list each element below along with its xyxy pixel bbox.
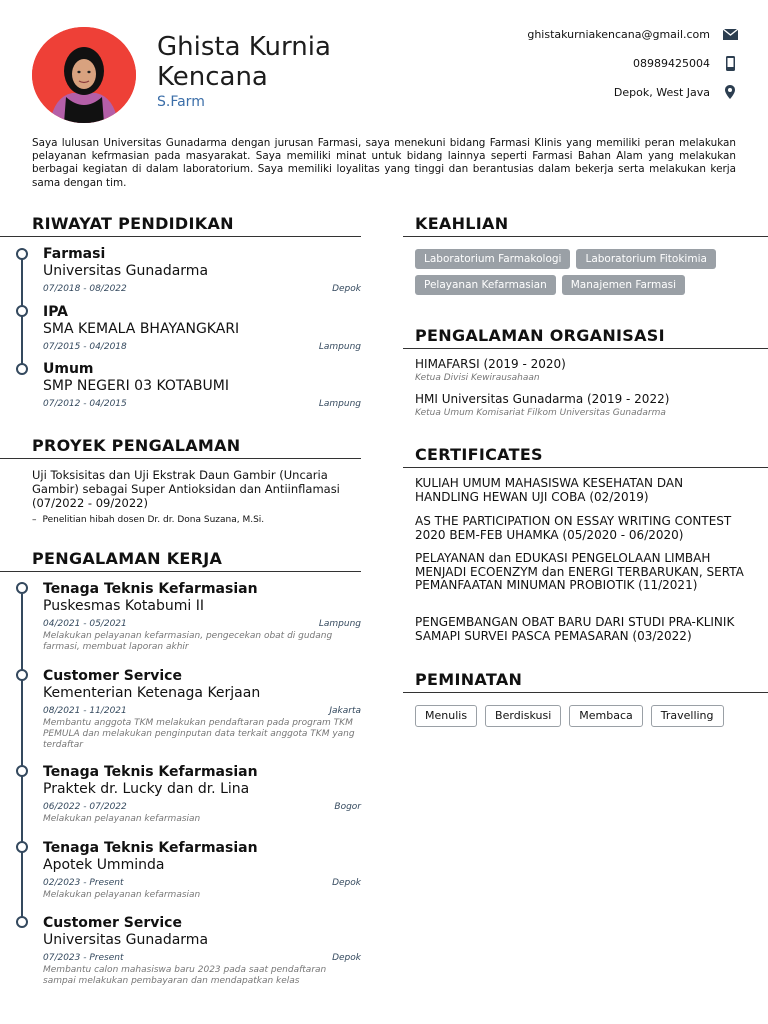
- certificates-heading: CERTIFICATES: [415, 445, 543, 464]
- candidate-name: Ghista Kurnia Kencana: [157, 32, 331, 92]
- interest-tag: Membaca: [569, 705, 643, 727]
- interest-tag: Berdiskusi: [485, 705, 561, 727]
- work-organization: Kementerian Ketenaga Kerjaan: [43, 685, 261, 701]
- organization-entry: [415, 392, 745, 419]
- organization-title: HMI Universitas Gunadarma (2019 - 2022): [415, 392, 670, 406]
- timeline-dot: [16, 841, 28, 853]
- profile-summary: Saya lulusan Universitas Gunadarma dengan jurusan Farmasi, saya menekuni bidang Farmasi Klinis yang memiliki peran melakukan pelayanan kefrmasian pada masyarakat. Saya memiliki minat untuk bidang lainnya seperti Farmasi Bahan Alam yang melakukan berbagai kegiatan di dalam laboratorium. Saya memiliki loyalitas yang tinggi dan berantusias dalam bekerja serta melakukan kerja sama dengan tim.: [32, 137, 736, 189]
- work-role: Tenaga Teknis Kefarmasian: [43, 764, 258, 780]
- education-school: Universitas Gunadarma: [43, 263, 209, 279]
- phone-text[interactable]: 08989425004: [633, 56, 710, 70]
- interests-divider: [403, 692, 768, 693]
- education-entry: [43, 304, 361, 354]
- education-place: Depok: [332, 284, 361, 294]
- work-dates: 06/2022 - 07/2022: [43, 802, 127, 812]
- organization-title: HIMAFARSI (2019 - 2020): [415, 357, 566, 371]
- education-school: SMP NEGERI 03 KOTABUMI: [43, 378, 229, 394]
- skill-tag: Laboratorium Fitokimia: [576, 249, 715, 269]
- skill-tag: Manajemen Farmasi: [562, 275, 685, 295]
- email-text[interactable]: ghistakurniakencana@gmail.com: [527, 27, 710, 41]
- contact-location-row: [408, 83, 738, 101]
- certificate-item: PELAYANAN dan EDUKASI PENGELOLAAN LIMBAH MENJADI ECOENZYM dan ENERGI TERBARUKAN, SERTA PEMANFAATAN MINUMAN PROBIOTIK (11/2021): [415, 551, 744, 593]
- work-description: Melakukan pelayanan kefarmasian: [43, 890, 201, 900]
- skill-tag: Laboratorium Farmakologi: [415, 249, 570, 269]
- work-entry: [43, 915, 361, 987]
- timeline-dot: [16, 765, 28, 777]
- work-organization: Apotek Umminda: [43, 857, 165, 873]
- work-entry: [43, 764, 361, 825]
- organization-role: Ketua Umum Komisariat Filkom Universitas Gunadarma: [415, 408, 666, 418]
- envelope-icon: [722, 29, 738, 40]
- education-heading: RIWAYAT PENDIDIKAN: [32, 214, 234, 233]
- education-dates: 07/2018 - 08/2022: [43, 284, 127, 294]
- work-place: Depok: [332, 878, 361, 888]
- work-dates: 07/2023 - Present: [43, 953, 124, 963]
- certificate-item: KULIAH UMUM MAHASISWA KESEHATAN DAN HANDLING HEWAN UJI COBA (02/2019): [415, 476, 684, 504]
- skills-list: [415, 249, 745, 295]
- education-field: IPA: [43, 304, 69, 320]
- timeline-dot: [16, 582, 28, 594]
- contact-phone-row[interactable]: [408, 54, 738, 72]
- work-entry: [43, 668, 361, 751]
- projects-divider: [0, 458, 361, 459]
- contact-email-row[interactable]: [408, 25, 738, 43]
- skill-tag: Pelayanan Kefarmasian: [415, 275, 556, 295]
- work-entry: [43, 840, 361, 901]
- work-description: Membantu calon mahasiswa baru 2023 pada saat pendaftaran sampai melakukan pembayaran dan mendapatkan kelas: [43, 965, 327, 986]
- work-description: Melakukan pelayanan kefarmasian: [43, 814, 201, 824]
- organizations-heading: PENGALAMAN ORGANISASI: [415, 326, 665, 345]
- work-divider: [0, 571, 361, 572]
- profile-photo: [32, 27, 136, 123]
- work-description: Melakukan pelayanan kefarmasian, pengecekan obat di gudang farmasi, membuat laporan akhir: [43, 631, 333, 652]
- map-pin-icon: [722, 85, 738, 99]
- education-place: Lampung: [318, 342, 361, 352]
- timeline-dot: [16, 669, 28, 681]
- interest-tag: Travelling: [651, 705, 724, 727]
- bullet-icon: –: [32, 515, 37, 525]
- work-dates: 08/2021 - 11/2021: [43, 706, 127, 716]
- organization-entry: [415, 357, 745, 384]
- work-place: Lampung: [318, 619, 361, 629]
- certificate-item: PENGEMBANGAN OBAT BARU DARI STUDI PRA-KLINIK SAMAPI SURVEI PASCA PEMASARAN (03/2022): [415, 615, 735, 643]
- interests-list: [415, 705, 724, 727]
- education-dates: 07/2015 - 04/2018: [43, 342, 127, 352]
- skills-divider: [403, 236, 768, 237]
- work-place: Bogor: [334, 802, 361, 812]
- work-place: Jakarta: [329, 706, 361, 716]
- interest-tag: Menulis: [415, 705, 477, 727]
- projects-heading: PROYEK PENGALAMAN: [32, 436, 241, 455]
- timeline-dot: [16, 916, 28, 928]
- work-entry: [43, 581, 361, 653]
- interests-heading: PEMINATAN: [415, 670, 523, 689]
- education-entry: [43, 246, 361, 296]
- education-divider: [0, 236, 361, 237]
- organization-role: Ketua Divisi Kewirausahaan: [415, 373, 540, 383]
- work-timeline: [21, 594, 23, 924]
- person-portrait-icon: [32, 27, 136, 123]
- work-dates: 02/2023 - Present: [43, 878, 124, 888]
- work-heading: PENGALAMAN KERJA: [32, 549, 223, 568]
- timeline-dot: [16, 305, 28, 317]
- skills-heading: KEAHLIAN: [415, 214, 509, 233]
- degree-title: S.Farm: [157, 94, 205, 110]
- work-role: Tenaga Teknis Kefarmasian: [43, 581, 258, 597]
- phone-icon: [722, 56, 738, 71]
- work-description: Membantu anggota TKM melakukan pendaftaran pada program TKM PEMULA dan melakukan penginputan data terkait anggota TKM yang terdaftar: [43, 718, 355, 750]
- education-dates: 07/2012 - 04/2015: [43, 399, 127, 409]
- education-place: Lampung: [318, 399, 361, 409]
- work-role: Tenaga Teknis Kefarmasian: [43, 840, 258, 856]
- certificates-divider: [403, 467, 768, 468]
- timeline-dot: [16, 248, 28, 260]
- work-role: Customer Service: [43, 915, 182, 931]
- work-place: Depok: [332, 953, 361, 963]
- work-role: Customer Service: [43, 668, 182, 684]
- project-title: Uji Toksisitas dan Uji Ekstrak Daun Gambir (Uncaria Gambir) sebagai Super Antioksidan dan Antiinflamasi (07/2022 - 09/2022): [32, 468, 340, 510]
- work-organization: Universitas Gunadarma: [43, 932, 209, 948]
- project-entry: [32, 468, 352, 527]
- project-note: Penelitian hibah dosen Dr. dr. Dona Suzana, M.Si.: [42, 515, 265, 525]
- timeline-dot: [16, 363, 28, 375]
- education-field: Farmasi: [43, 246, 106, 262]
- education-entry: [43, 361, 361, 411]
- education-school: SMA KEMALA BHAYANGKARI: [43, 321, 240, 337]
- certificate-item: AS THE PARTICIPATION ON ESSAY WRITING CONTEST 2020 BEM-FEB UHAMKA (05/2020 - 06/2020): [415, 514, 732, 542]
- organizations-divider: [403, 348, 768, 349]
- work-dates: 04/2021 - 05/2021: [43, 619, 127, 629]
- education-field: Umum: [43, 361, 94, 377]
- work-organization: Puskesmas Kotabumi II: [43, 598, 204, 614]
- location-text: Depok, West Java: [613, 85, 710, 99]
- work-organization: Praktek dr. Lucky dan dr. Lina: [43, 781, 250, 797]
